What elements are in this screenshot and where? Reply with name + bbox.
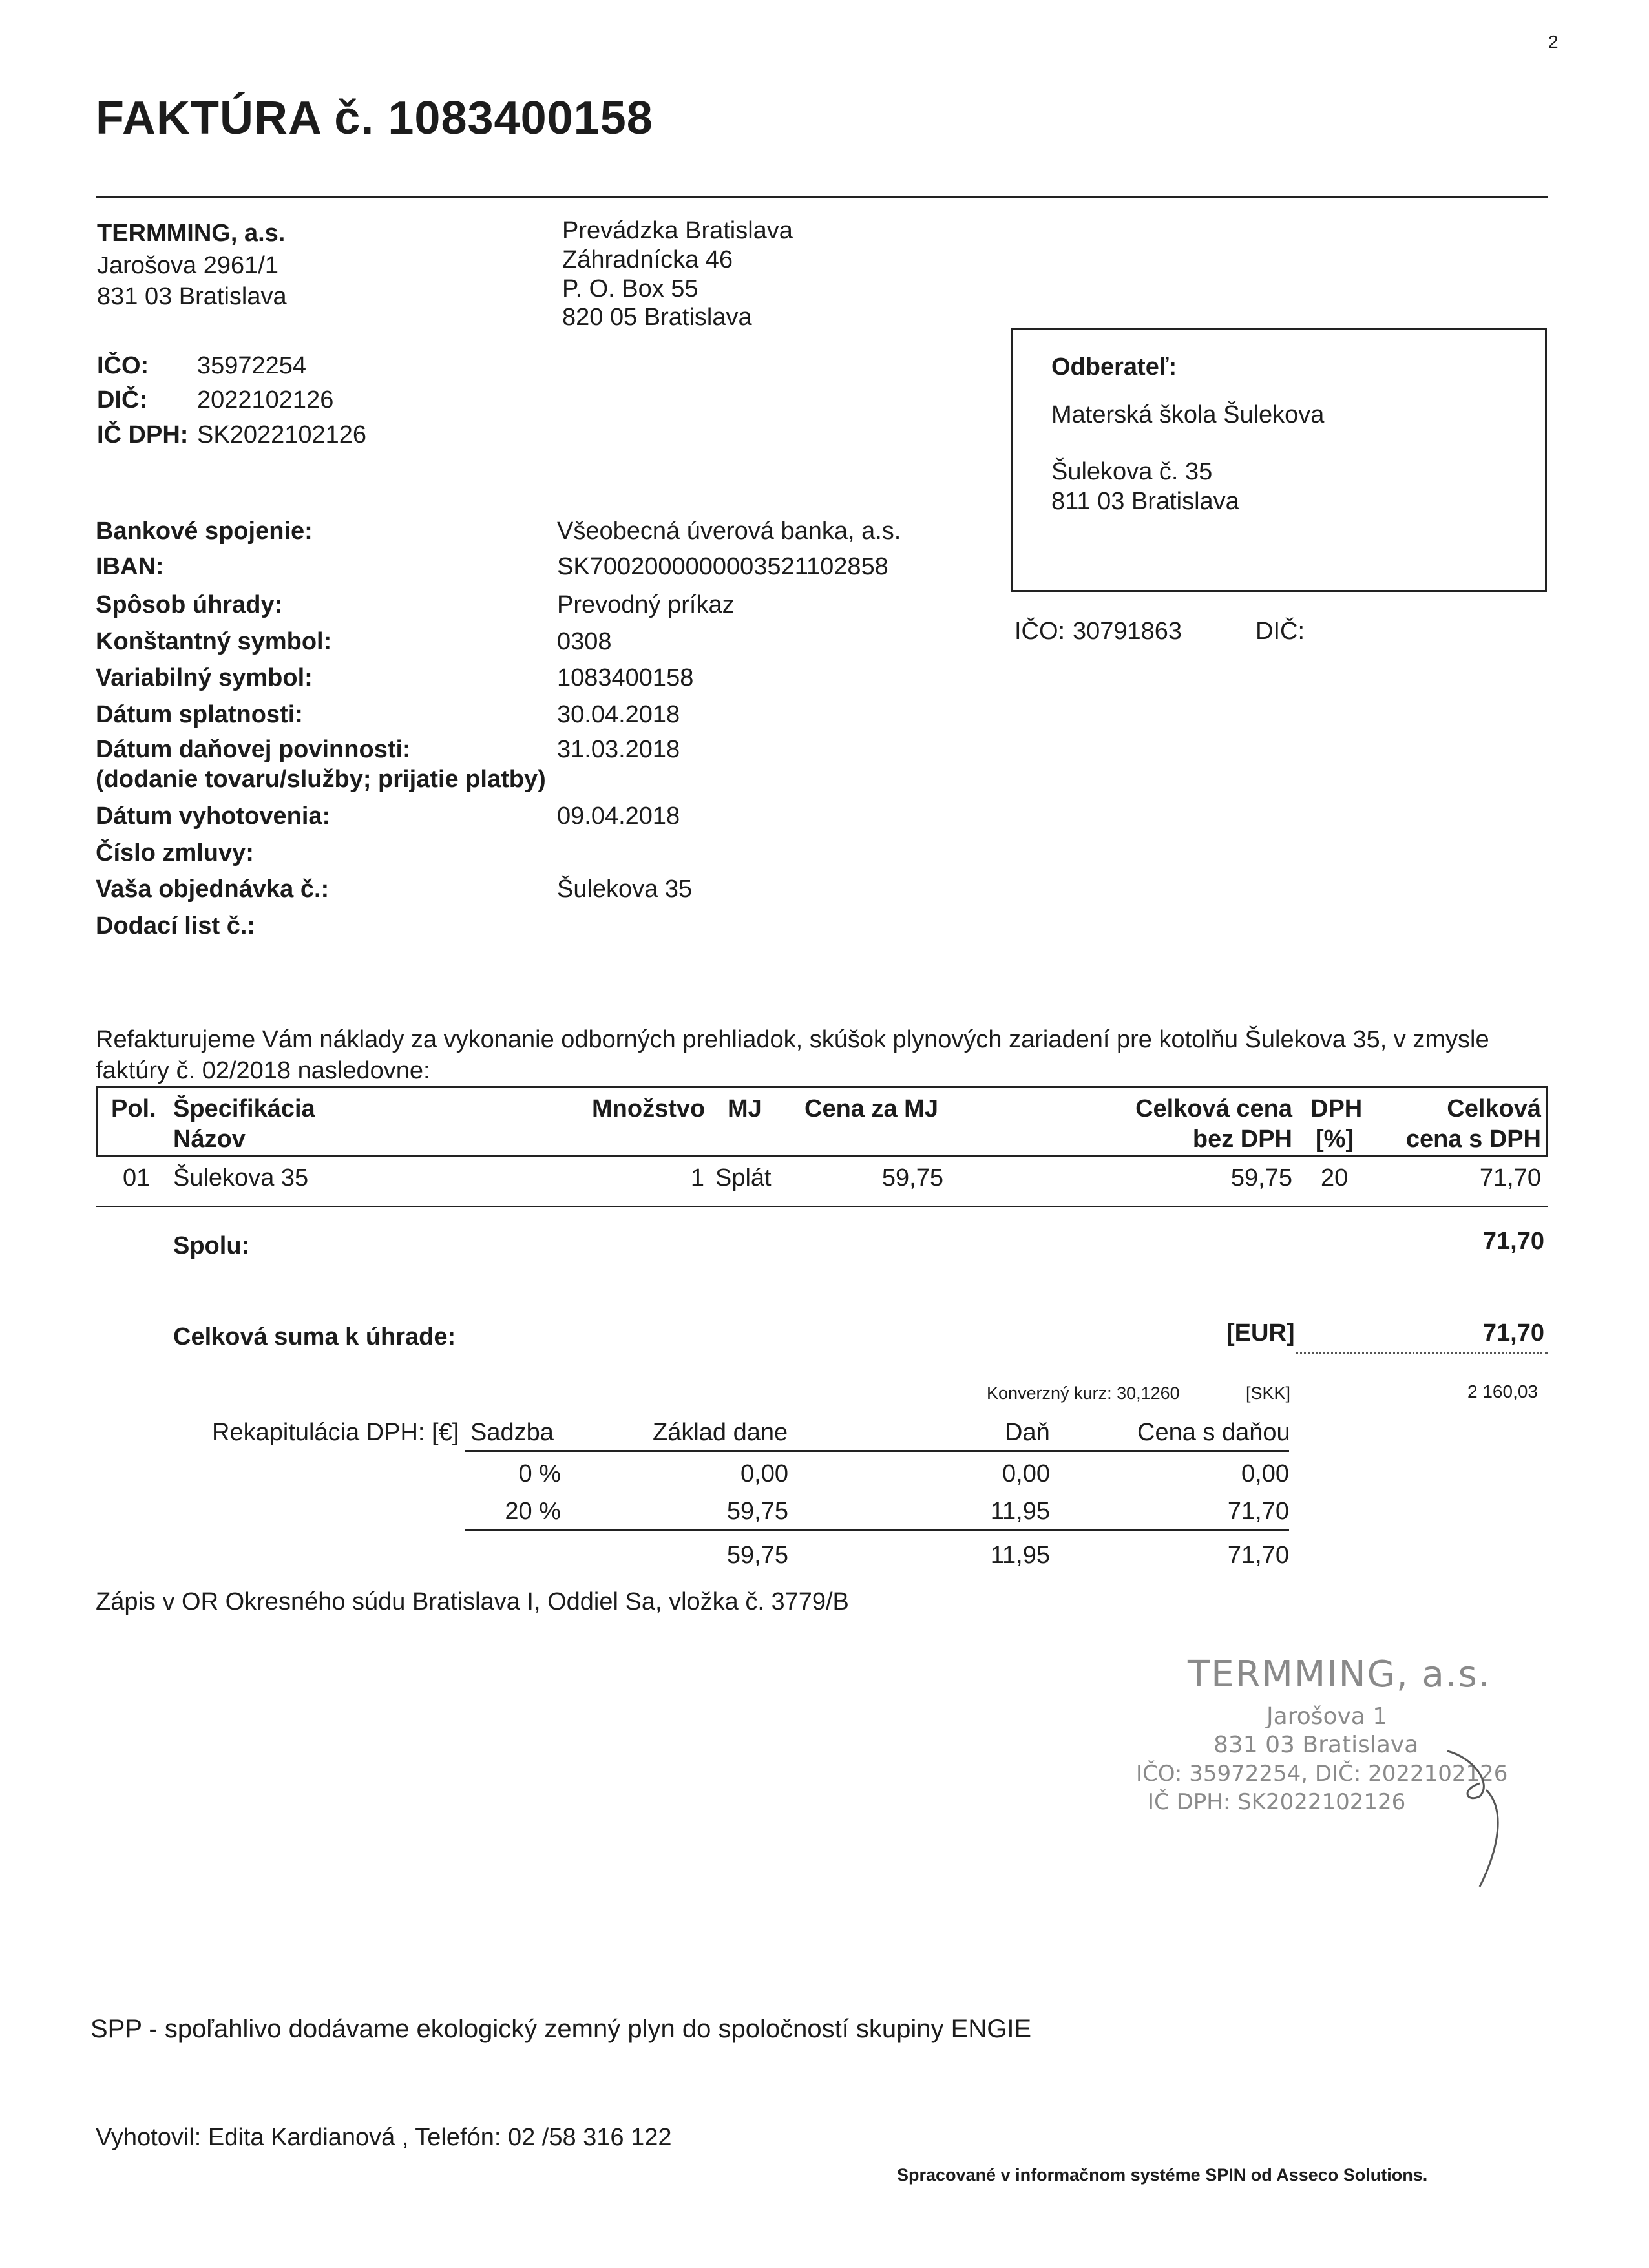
header-celkova-cena: Celková cena xyxy=(1135,1095,1292,1122)
header-mj: MJ xyxy=(728,1095,762,1122)
vat-total-rule xyxy=(465,1529,1289,1531)
registry-note: Zápis v OR Okresného súdu Bratislava I, Oddiel Sa, vložka č. 3779/B xyxy=(96,1588,849,1615)
table-right-rule xyxy=(1546,1086,1548,1157)
vat-total-dan: 11,95 xyxy=(990,1542,1050,1569)
branch-line-3: P. O. Box 55 xyxy=(562,275,698,302)
payment-value-1: SK7002000000003521102858 xyxy=(557,553,888,580)
supplier-ico: 35972254 xyxy=(197,352,307,379)
title-divider xyxy=(96,196,1548,198)
invoice-title: FAKTÚRA č. 1083400158 xyxy=(96,92,653,144)
row-nazov: Šulekova 35 xyxy=(173,1164,309,1192)
table-top-rule xyxy=(96,1086,1548,1088)
customer-street: Šulekova č. 35 xyxy=(1051,458,1213,485)
vat-row-1-cena: 71,70 xyxy=(1227,1498,1289,1525)
payment-label-7: (dodanie tovaru/služby; prijatie platby) xyxy=(96,766,546,793)
vat-header-sadzba: Sadzba xyxy=(470,1419,554,1446)
branch-line-2: Záhradnícka 46 xyxy=(562,246,733,273)
page-number: 2 xyxy=(1548,32,1559,52)
stamp-line-2: Jarošova 1 xyxy=(1266,1703,1388,1730)
branch-line-1: Prevádzka Bratislava xyxy=(562,217,793,244)
customer-name: Materská škola Šulekova xyxy=(1051,401,1325,428)
total-dotted-rule xyxy=(1296,1352,1548,1354)
vat-row-0-dan: 0,00 xyxy=(1002,1460,1050,1487)
vat-total-cena: 71,70 xyxy=(1227,1542,1289,1569)
issued-by: Vyhotovil: Edita Kardianová , Telefón: 02 /58 316 122 xyxy=(96,2124,672,2151)
supplier-street: Jarošova 2961/1 xyxy=(97,252,278,279)
row-cena-mj: 59,75 xyxy=(881,1164,943,1192)
vat-row-0-zaklad: 0,00 xyxy=(740,1460,788,1487)
vat-recap-label: Rekapitulácia DPH: [€] xyxy=(212,1419,459,1446)
total-label: Celková suma k úhrade: xyxy=(173,1323,456,1350)
vat-header-dan: Daň xyxy=(1005,1419,1050,1446)
vat-row-0-sadzba: 0 % xyxy=(518,1460,561,1487)
customer-dic-label: DIČ: xyxy=(1255,618,1305,645)
row-s-dph: 71,70 xyxy=(1479,1164,1541,1192)
intro-line-2: faktúry č. 02/2018 nasledovne: xyxy=(96,1057,430,1084)
supplier-dic: 2022102126 xyxy=(197,386,334,414)
payment-label-1: IBAN: xyxy=(96,553,164,580)
payment-label-2: Spôsob úhrady: xyxy=(96,591,283,618)
vat-row-1-zaklad: 59,75 xyxy=(726,1498,788,1525)
supplier-ico-label: IČO: xyxy=(97,352,149,379)
customer-ico-label: IČO: xyxy=(1014,618,1066,645)
payment-label-10: Vaša objednávka č.: xyxy=(96,876,330,903)
stamp-line-4: IČO: 35972254, DIČ: 2022102126 xyxy=(1136,1761,1508,1787)
intro-line-1: Refakturujeme Vám náklady za vykonanie odborných prehliadok, skúšok plynových zariadení pre kotolňu Šulekova 35, v zmysle xyxy=(96,1026,1489,1053)
table-left-rule xyxy=(96,1086,98,1157)
row-dph: 20 xyxy=(1321,1164,1349,1192)
table-bottom-rule xyxy=(96,1206,1548,1207)
supplier-icdph: SK2022102126 xyxy=(197,421,367,448)
supplier-city: 831 03 Bratislava xyxy=(97,283,287,310)
header-mnozstvo: Množstvo xyxy=(592,1095,706,1122)
stamp-line-5: IČ DPH: SK2022102126 xyxy=(1148,1789,1406,1815)
vat-row-1-dan: 11,95 xyxy=(990,1498,1050,1525)
total-value: 71,70 xyxy=(1482,1319,1544,1347)
supplier-icdph-label: IČ DPH: xyxy=(97,421,189,448)
payment-value-0: Všeobecná úverová banka, a.s. xyxy=(557,518,901,545)
vat-header-zaklad: Základ dane xyxy=(653,1419,788,1446)
header-cena-s-dph: cena s DPH xyxy=(1405,1126,1541,1153)
header-dph: DPH xyxy=(1310,1095,1363,1122)
header-specifikacia: Špecifikácia xyxy=(173,1095,315,1122)
payment-value-6: 31.03.2018 xyxy=(557,736,680,763)
total-currency: [EUR] xyxy=(1226,1319,1295,1347)
row-pol: 01 xyxy=(123,1164,151,1192)
table-header-rule xyxy=(96,1155,1548,1157)
row-bez-dph: 59,75 xyxy=(1230,1164,1292,1192)
header-pol: Pol. xyxy=(111,1095,156,1122)
payment-label-3: Konštantný symbol: xyxy=(96,628,332,655)
row-mnozstvo: 1 xyxy=(690,1164,704,1192)
vat-header-rule xyxy=(465,1450,1289,1452)
payment-label-11: Dodací list č.: xyxy=(96,912,256,940)
vat-row-0-cena: 0,00 xyxy=(1241,1460,1289,1487)
header-celkova: Celková xyxy=(1447,1095,1541,1122)
customer-ico: 30791863 xyxy=(1073,618,1182,645)
payment-value-4: 1083400158 xyxy=(557,664,694,691)
payment-label-6: Dátum daňovej povinnosti: xyxy=(96,736,411,763)
spolu-value: 71,70 xyxy=(1482,1228,1544,1255)
supplier-name: TERMMING, a.s. xyxy=(97,220,286,247)
customer-city: 811 03 Bratislava xyxy=(1051,488,1239,515)
stamp-line-1: TERMMING, a.s. xyxy=(1188,1654,1491,1696)
payment-label-5: Dátum splatnosti: xyxy=(96,701,303,728)
payment-value-5: 30.04.2018 xyxy=(557,701,680,728)
payment-value-3: 0308 xyxy=(557,628,612,655)
spolu-label: Spolu: xyxy=(173,1232,250,1259)
payment-value-2: Prevodný príkaz xyxy=(557,591,735,618)
conversion-rate: Konverzný kurz: 30,1260 xyxy=(987,1383,1180,1403)
conversion-currency: [SKK] xyxy=(1246,1383,1291,1403)
payment-label-4: Variabilný symbol: xyxy=(96,664,313,691)
header-nazov: Názov xyxy=(173,1126,246,1153)
slogan: SPP - spoľahlivo dodávame ekologický zemný plyn do spoločností skupiny ENGIE xyxy=(90,2015,1032,2043)
customer-label: Odberateľ: xyxy=(1051,353,1177,381)
software-note: Spracované v informačnom systéme SPIN od Asseco Solutions. xyxy=(897,2165,1428,2185)
vat-total-zaklad: 59,75 xyxy=(726,1542,788,1569)
header-bez-dph: bez DPH xyxy=(1192,1126,1292,1153)
vat-header-cena: Cena s daňou xyxy=(1137,1419,1290,1446)
payment-label-9: Číslo zmluvy: xyxy=(96,839,254,866)
payment-value-10: Šulekova 35 xyxy=(557,876,693,903)
signature-mark xyxy=(1409,1738,1525,1906)
conversion-value: 2 160,03 xyxy=(1467,1381,1538,1402)
stamp-line-3: 831 03 Bratislava xyxy=(1213,1732,1419,1758)
header-dph-percent: [%] xyxy=(1316,1126,1354,1153)
row-mj: Splát xyxy=(715,1164,772,1192)
supplier-dic-label: DIČ: xyxy=(97,386,148,414)
header-cena-za-mj: Cena za MJ xyxy=(804,1095,938,1122)
payment-label-0: Bankové spojenie: xyxy=(96,518,313,545)
customer-box xyxy=(1011,328,1547,592)
branch-line-4: 820 05 Bratislava xyxy=(562,304,752,331)
vat-row-1-sadzba: 20 % xyxy=(505,1498,561,1525)
payment-value-8: 09.04.2018 xyxy=(557,803,680,830)
payment-label-8: Dátum vyhotovenia: xyxy=(96,803,331,830)
